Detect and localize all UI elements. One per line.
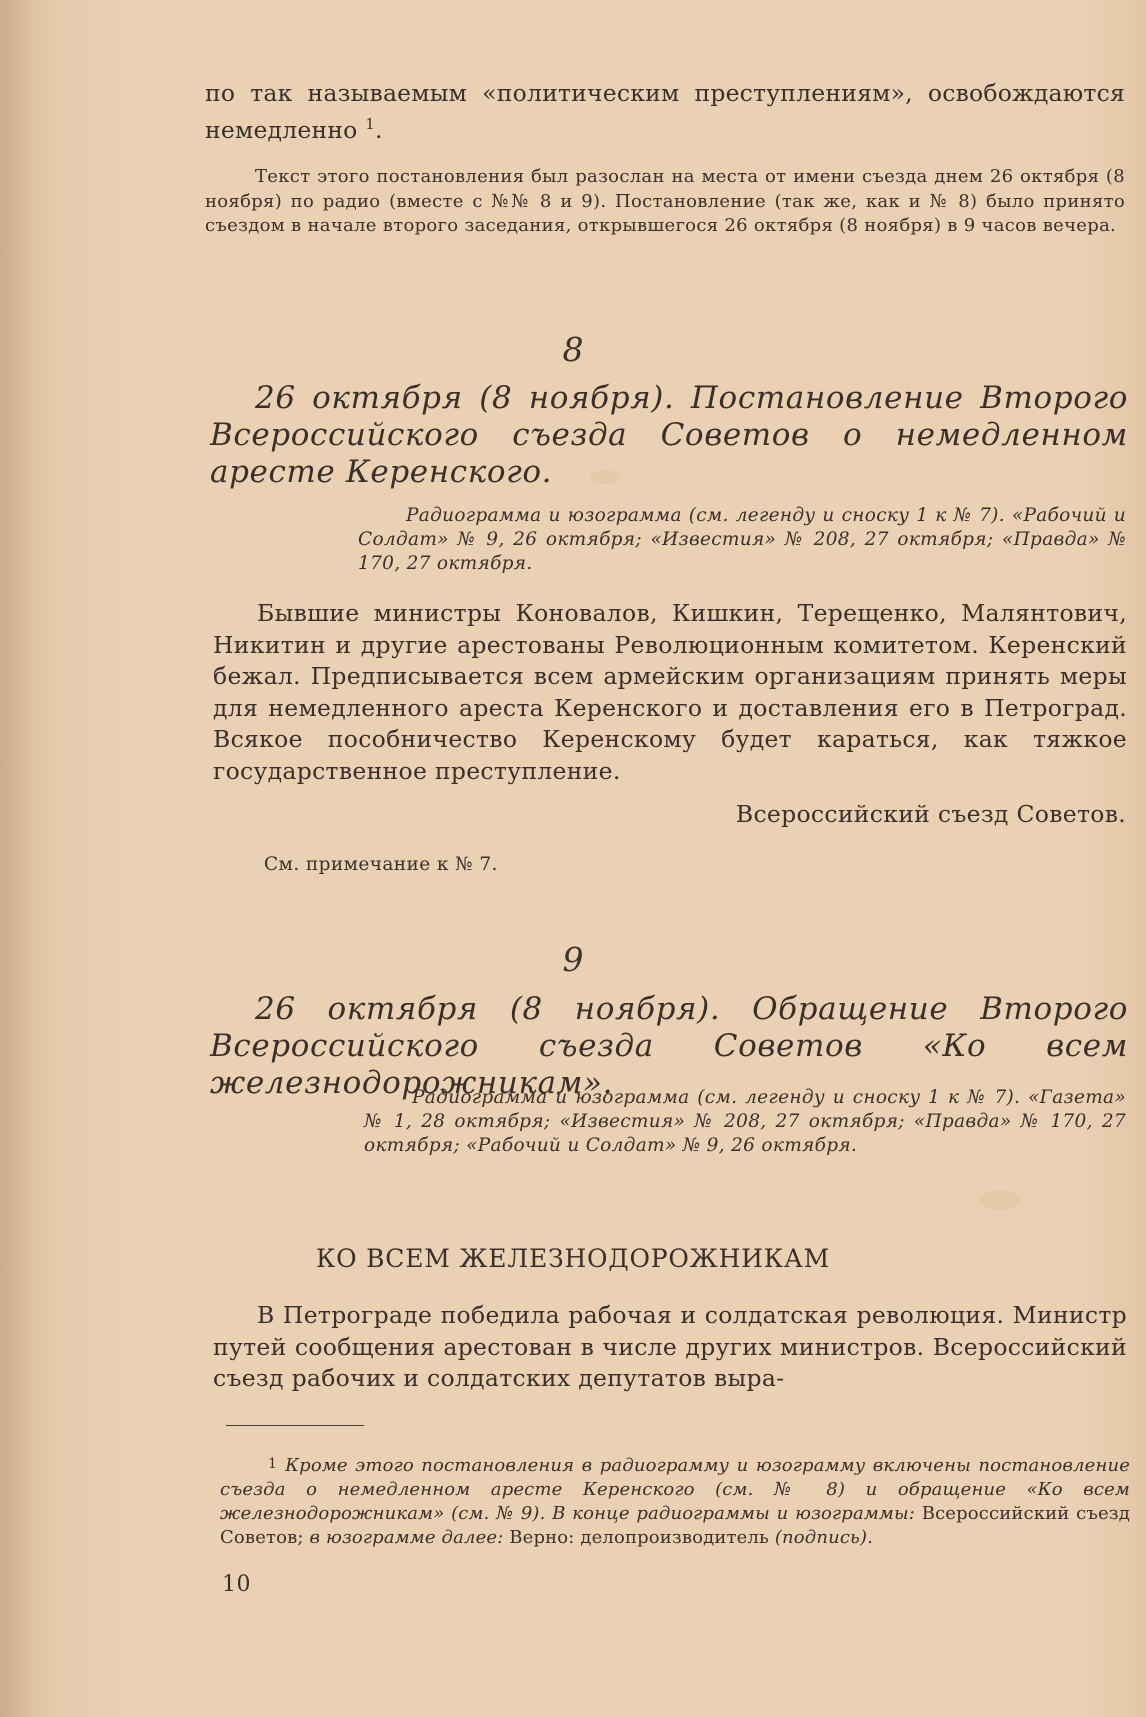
document-7-note: Текст этого постановления был разослан на места от имени съезда днем 26 октября (8 ноября) по радио (вместе с №№ 8 и 9). Постановление (так же, как и № 8) было принято съездом в начале второго заседания, открывшегося 26 октября (8 ноября) в 9 часов вечера. bbox=[205, 166, 1125, 236]
footnote-reference[interactable]: 1 bbox=[365, 115, 375, 133]
document-8-source: Радиограмма и юзограмма (см. легенду и сноску 1 к № 7). «Рабочий и Солдат» № 9, 26 октября; «Известия» № 208, 27 октября; «Правда» № 170, 27 октября. bbox=[358, 505, 1126, 574]
document-8-title: 26 октября (8 ноября). Постановление Второго Всероссийского съезда Советов о немедленном аресте Керенского. bbox=[210, 380, 1128, 490]
footnote-text-italic: Кроме этого постановления в радиограмму и юзограмму включены постановление съезда о немедленном аресте Керенского (см. № 8) и обращение «Ко всем железнодорожникам» (см. № 9). В конце радиограммы и юзограммы: bbox=[220, 1455, 1130, 1524]
page-number: 10 bbox=[222, 1572, 251, 1597]
document-9-title: 26 октября (8 ноября). Обращение Второго Всероссийского съезда Советов «Ко всем железнодорожникам». bbox=[210, 991, 1128, 1101]
footnote-divider bbox=[226, 1425, 364, 1426]
document-9-body: В Петрограде победила рабочая и солдатская революция. Министр путей сообщения арестован в числе других министров. Всероссийский съезд рабочих и солдатских депутатов выра- bbox=[213, 1301, 1127, 1392]
document-number-9: 9 bbox=[562, 940, 584, 979]
document-9-source: Радиограмма и юзограмма (см. легенду и сноску 1 к № 7). «Газета» № 1, 28 октября; «Известия» № 208, 27 октября; «Правда» № 170, 27 октября; «Рабочий и Солдат» № 9, 26 октября. bbox=[364, 1087, 1126, 1156]
paper-stain bbox=[980, 1190, 1020, 1210]
document-8-body: Бывшие министры Коновалов, Кишкин, Терещенко, Малянтович, Никитин и другие арестованы Революционным комитетом. Керенский бежал. Предписывается всем армейским организациям принять меры для немедленного ареста Керенского и доставления его в Петроград. Всякое пособничество Керенскому будет караться, как тяжкое государственное преступление. bbox=[213, 599, 1127, 785]
document-number-8: 8 bbox=[562, 330, 584, 369]
footnote bbox=[220, 1452, 1130, 1550]
page-spine-shadow bbox=[0, 0, 34, 1717]
footnote-mark: 1 bbox=[268, 1456, 278, 1472]
continuation-end: . bbox=[374, 115, 383, 144]
document-8-note: См. примечание к № 7. bbox=[264, 854, 498, 875]
continuation-text: по так называемым «политическим преступлениям», освобождаются немедленно bbox=[205, 79, 1125, 144]
footnote-text-italic: (подпись). bbox=[774, 1527, 874, 1548]
continuation-paragraph bbox=[205, 78, 1125, 146]
footnote-text: Всероссийский съезд Советов; bbox=[220, 1503, 1130, 1548]
footnote-text-italic: в юзограмме далее: bbox=[309, 1527, 504, 1548]
document-8-signature: Всероссийский съезд Советов. bbox=[735, 800, 1126, 828]
footnote-text: Верно: делопроизводитель bbox=[503, 1527, 775, 1548]
appeal-heading: КО ВСЕМ ЖЕЛЕЗНОДОРОЖНИКАМ bbox=[315, 1244, 831, 1273]
